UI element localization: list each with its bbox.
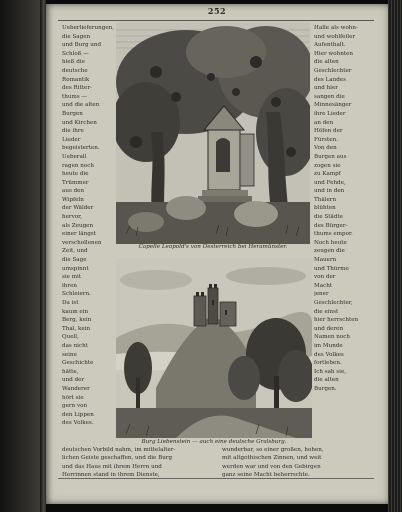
text-line: die Städte: [314, 214, 344, 221]
text-line: Aufenthalt.: [314, 42, 346, 49]
text-line: aus den: [62, 188, 85, 195]
text-line: des Landes: [314, 76, 346, 83]
text-line: blühten: [314, 205, 336, 212]
text-line: Halle als wohn-: [314, 25, 358, 31]
text-line: hätte,: [62, 368, 79, 375]
facing-page-edge: [0, 0, 40, 512]
text-line: und hier: [314, 85, 338, 92]
text-line: des Bürger-: [314, 222, 348, 229]
text-line: Ueberlieferungen,: [62, 25, 114, 31]
text-line: Herrinnen stand in ihrem Dienste,: [62, 472, 160, 479]
text-line: Thälern: [314, 196, 337, 203]
text-line: Burgen: [62, 110, 83, 117]
text-line: die Sage: [62, 257, 87, 264]
text-line: gern von: [62, 403, 88, 410]
text-line: Noch heute: [314, 239, 347, 246]
page-stack-edge: [388, 0, 402, 512]
text-line: begeisterten.: [62, 145, 100, 152]
text-line: Wanderer: [62, 385, 90, 392]
text-line: Burgen.: [314, 385, 337, 392]
text-line: Burgen aus: [314, 153, 347, 160]
text-line: hervor,: [62, 214, 82, 221]
text-line: Zeit, und: [62, 248, 88, 255]
castle-caption: Burg Liebenstein — auch eine deutsche Gralsburg.: [141, 439, 287, 445]
text-line: und der: [62, 377, 85, 384]
text-line: deutschen Vorbild nahm, im mittelalter-: [62, 447, 176, 453]
text-line: lichen Geiste geschaffen, und die Burg: [62, 455, 173, 462]
text-line: ragen noch: [62, 162, 94, 169]
text-line: Hier wohnten: [314, 50, 353, 57]
text-line: seine: [62, 351, 77, 358]
text-line: und Kirchen: [62, 119, 97, 126]
chapel-engraving-drawing: [116, 22, 310, 244]
text-line: von der: [314, 274, 336, 281]
text-line: heute die: [62, 171, 89, 178]
text-line: Romantik: [62, 76, 90, 83]
text-line: Macht: [314, 282, 333, 289]
text-line: Fürsten.: [314, 136, 338, 143]
text-line: Wipfeln: [62, 196, 84, 203]
left-text-column: [62, 24, 114, 428]
text-line: Thal, kein: [62, 325, 91, 332]
castle-engraving: [116, 258, 312, 438]
text-line: als Zeugen: [62, 222, 94, 229]
text-line: Geschichte: [62, 360, 94, 367]
chapel-engraving: [116, 22, 310, 244]
right-text-column: [314, 24, 372, 394]
text-line: des Ritter-: [62, 85, 92, 92]
text-line: und Thürme: [314, 265, 349, 272]
footer-rule: [58, 478, 374, 479]
text-line: Quell,: [62, 334, 79, 341]
text-line: wunderbar, so einer großen, hohen,: [222, 447, 324, 453]
text-line: jener: [314, 291, 329, 298]
text-line: Lieder: [62, 136, 81, 143]
text-line: einer längst: [62, 231, 96, 238]
text-line: ihren: [62, 282, 77, 289]
text-line: Schleiern.: [62, 291, 91, 298]
text-line: Trümmer: [62, 179, 89, 186]
text-line: Geschlechter,: [314, 300, 353, 306]
bottom-text-block: [62, 446, 374, 480]
text-line: zogen sie: [314, 162, 341, 169]
text-line: thums —: [62, 93, 87, 100]
text-line: Mauern: [314, 257, 337, 264]
text-line: und in den: [314, 188, 345, 195]
text-line: werden war und von den Gebirgen: [222, 463, 321, 470]
text-line: Berg, kein: [62, 317, 92, 324]
chapel-caption: Capelle Leopold's von Oesterreich bei Heramünster.: [138, 244, 288, 250]
text-line: Ich sah sie,: [314, 368, 347, 375]
text-line: und das Haus mit ihrem Herrn und: [62, 463, 162, 470]
text-line: thums empor.: [314, 231, 353, 238]
text-line: des Volkes.: [62, 420, 94, 427]
text-line: hieß die: [62, 59, 85, 66]
text-line: Von den: [314, 145, 337, 152]
text-line: hört sie: [62, 394, 84, 401]
text-line: Höfen der: [314, 128, 343, 135]
text-line: und Burg und: [62, 42, 102, 49]
text-line: die Sagen: [62, 33, 91, 40]
text-line: zeugen die: [314, 248, 345, 255]
castle-engraving-drawing: [116, 258, 312, 438]
text-line: ihre Lieder: [314, 110, 346, 117]
text-line: Schloß —: [62, 50, 89, 57]
text-line: die alten: [314, 59, 339, 66]
text-line: mit altgothischen Zinnen, und weit: [222, 455, 322, 462]
text-line: der Wälder: [62, 205, 94, 212]
text-line: die einst: [314, 308, 339, 315]
text-line: Geschlechter: [314, 67, 352, 74]
text-line: und Fehde,: [314, 179, 346, 186]
text-line: und die alten: [62, 102, 100, 109]
text-line: zu Kampf: [314, 171, 341, 178]
text-line: deutsche: [62, 67, 88, 74]
text-line: und deren: [314, 325, 344, 332]
text-line: Minnesänger: [314, 102, 352, 109]
text-line: den Lippen: [62, 411, 94, 418]
header-rule: [58, 20, 374, 21]
text-line: Namen noch: [314, 334, 350, 341]
text-line: des Volkes: [314, 351, 344, 358]
text-line: sangen die: [314, 93, 345, 100]
text-line: die alten: [314, 377, 339, 384]
text-line: kaum ein: [62, 308, 89, 315]
text-line: umspinnt: [62, 265, 89, 272]
page-number: 252: [207, 6, 227, 16]
text-line: verschollenen: [62, 239, 102, 246]
text-line: im Munde: [314, 342, 343, 349]
text-line: fortleben.: [314, 360, 342, 367]
text-line: und wohlfeiler: [314, 33, 356, 40]
text-line: die ihre: [62, 128, 84, 135]
text-line: an den: [314, 119, 334, 126]
text-line: ganz seine Macht beherrschte.: [222, 472, 310, 479]
text-line: Ueberall: [62, 153, 87, 160]
text-line: hier herrschten: [314, 317, 359, 324]
text-line: sie mit: [62, 274, 82, 281]
text-line: Da ist: [62, 300, 79, 306]
text-line: das nicht: [62, 342, 88, 349]
